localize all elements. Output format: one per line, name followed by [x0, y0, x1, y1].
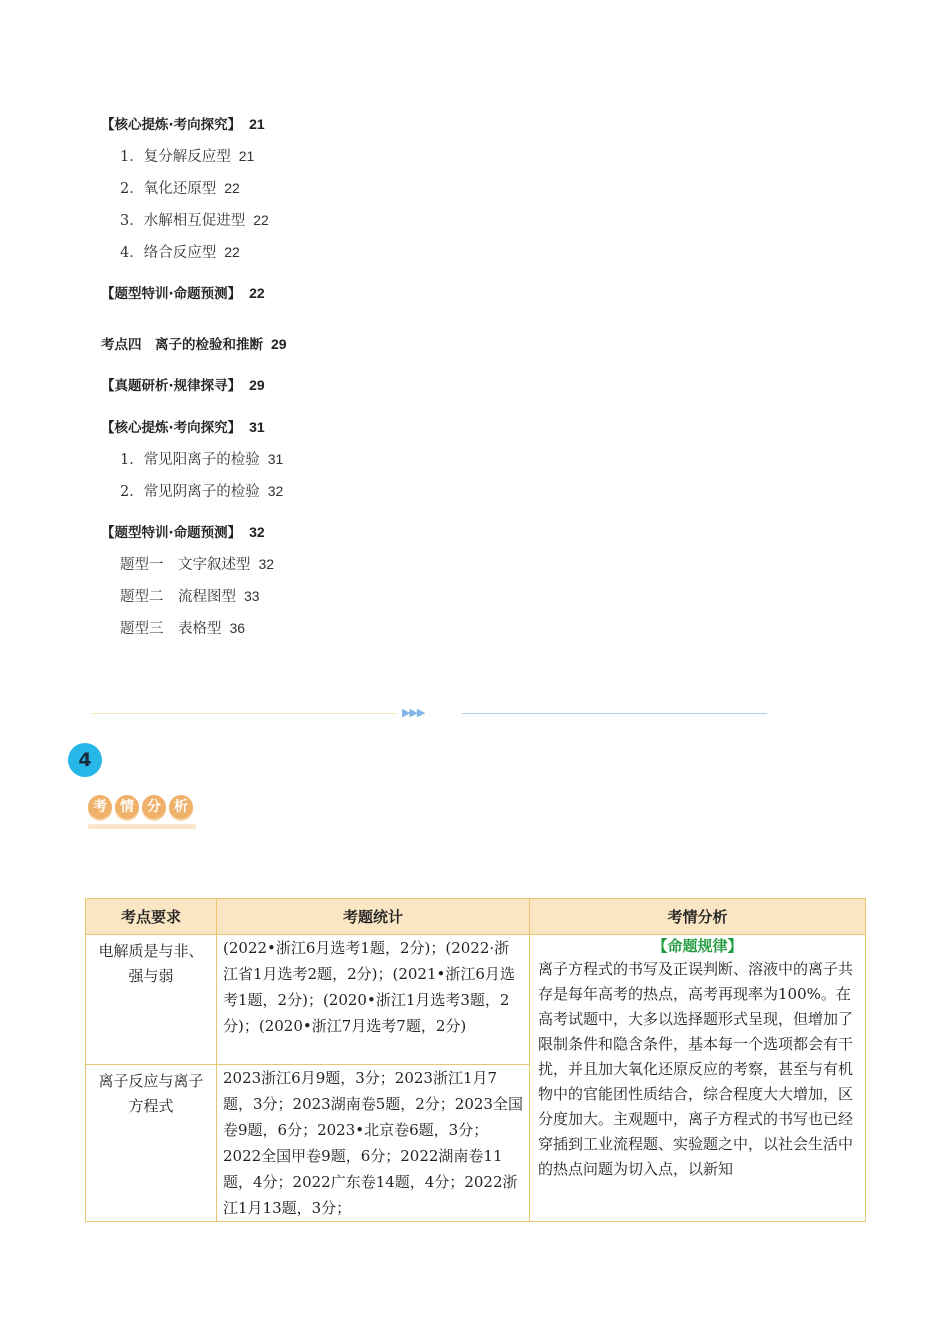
toc-entry[interactable]: [120, 586, 260, 607]
toc-entry[interactable]: [120, 449, 283, 470]
toc-entry[interactable]: [120, 618, 245, 639]
toc-entry-text: 题型三 表格型: [120, 621, 222, 637]
toc-page-number: 22: [249, 285, 265, 301]
toc-entry-text: 考点四 离子的检验和推断: [101, 337, 263, 353]
toc-page-number: 22: [253, 212, 269, 228]
toc-entry-text: 【核心提炼·考向探究】: [101, 117, 242, 133]
toc-entry[interactable]: [120, 481, 283, 502]
toc-entry-text: 1．常见阳离子的检验: [120, 452, 260, 468]
stats-cell: (2022•浙江6月选考1题，2分)；(2022·浙江省1月选考2题，2分)；(2021•浙江6月选考1题，2分)；(2020•浙江1月选考3题，2分)；(2020•浙江7月选考7题，2分): [217, 935, 530, 1065]
toc-entry[interactable]: [101, 114, 265, 135]
toc-entry[interactable]: [101, 375, 265, 396]
requirement-cell: 电解质是与非、强与弱: [86, 935, 217, 1065]
toc-page-number: 29: [271, 336, 287, 352]
toc-page-number: 31: [249, 419, 265, 435]
badge-char: 考: [88, 795, 112, 819]
toc-page-number: 21: [238, 148, 255, 164]
toc-page-number: 21: [249, 116, 265, 132]
toc-entry[interactable]: [120, 242, 240, 263]
exam-analysis-table: [85, 898, 866, 1222]
toc-entry-text: 【核心提炼·考向探究】: [101, 420, 242, 436]
toc-page-number: 32: [258, 556, 275, 572]
badge-underline: [88, 824, 196, 829]
column-header: 考情分析: [530, 899, 866, 935]
table-row: [86, 935, 866, 1065]
analysis-text: 离子方程式的书写及正误判断、溶液中的离子共存是每年高考的热点，高考再现率为100%。在高考试题中，大多以选择题形式呈现，但增加了限制条件和隐含条件，基本每一个选项都会有干扰，并且加大氧化还原反应的考察，甚至与有机物中的官能团性质结合，综合程度大大增加，区分度加大。主观题中，离子方程式的书写也已经穿插到工业流程题、实验题之中，以社会生活中的热点问题为切入点，以新知: [538, 960, 854, 1178]
requirement-cell: 离子反应与离子方程式: [86, 1065, 217, 1222]
stats-cell: 2023浙江6月9题，3分；2023浙江1月7题，3分；2023湖南卷5题，2分；2023全国卷9题，6分；2023•北京卷6题，3分；2022全国甲卷9题，6分；2022湖南卷11题，4分；2022广东卷14题，4分；2022浙江1月13题，3分；: [217, 1065, 530, 1222]
divider-left: [92, 713, 397, 714]
section-number-badge: 4: [68, 743, 102, 777]
toc-page-number: 31: [267, 451, 284, 467]
badge-char: 分: [142, 795, 166, 819]
toc-entry[interactable]: [101, 417, 265, 438]
column-header: 考点要求: [86, 899, 217, 935]
toc-entry-text: 【真题研析·规律探寻】: [101, 378, 242, 394]
divider-right: [462, 713, 767, 714]
triple-arrow-icon: ▶▶▶: [402, 706, 425, 719]
toc-page-number: 36: [229, 620, 246, 636]
badge-char: 析: [169, 795, 193, 819]
toc-page-number: 22: [224, 244, 240, 260]
toc-entry[interactable]: [101, 283, 265, 304]
toc-entry[interactable]: [120, 210, 269, 231]
toc-entry[interactable]: [120, 178, 240, 199]
toc-entry[interactable]: [101, 522, 265, 543]
analysis-title: 【命题规律】: [652, 937, 743, 955]
toc-entry[interactable]: [120, 554, 274, 575]
toc-entry-text: 3．水解相互促进型: [120, 213, 246, 229]
toc-entry-text: 【题型特训·命题预测】: [101, 286, 242, 302]
analysis-cell: [530, 935, 866, 1222]
toc-entry-text: 1．复分解反应型: [120, 149, 231, 165]
badge-char: 情: [115, 795, 139, 819]
section-title-badge: [88, 795, 193, 819]
column-header: 考题统计: [217, 899, 530, 935]
toc-page-number: 32: [267, 483, 284, 499]
toc-entry[interactable]: [120, 146, 254, 167]
toc-entry-text: 4．络合反应型: [120, 245, 217, 261]
toc-entry-text: 题型一 文字叙述型: [120, 557, 251, 573]
toc-page-number: 33: [244, 588, 260, 604]
toc-entry[interactable]: [101, 334, 287, 355]
toc-entry-text: 2．常见阴离子的检验: [120, 484, 260, 500]
toc-page-number: 32: [249, 524, 265, 540]
toc-entry-text: 2．氧化还原型: [120, 181, 217, 197]
toc-page-number: 22: [224, 180, 240, 196]
toc-page-number: 29: [249, 377, 265, 393]
table-header-row: [86, 899, 866, 935]
toc-entry-text: 题型二 流程图型: [120, 589, 236, 605]
toc-entry-text: 【题型特训·命题预测】: [101, 525, 242, 541]
